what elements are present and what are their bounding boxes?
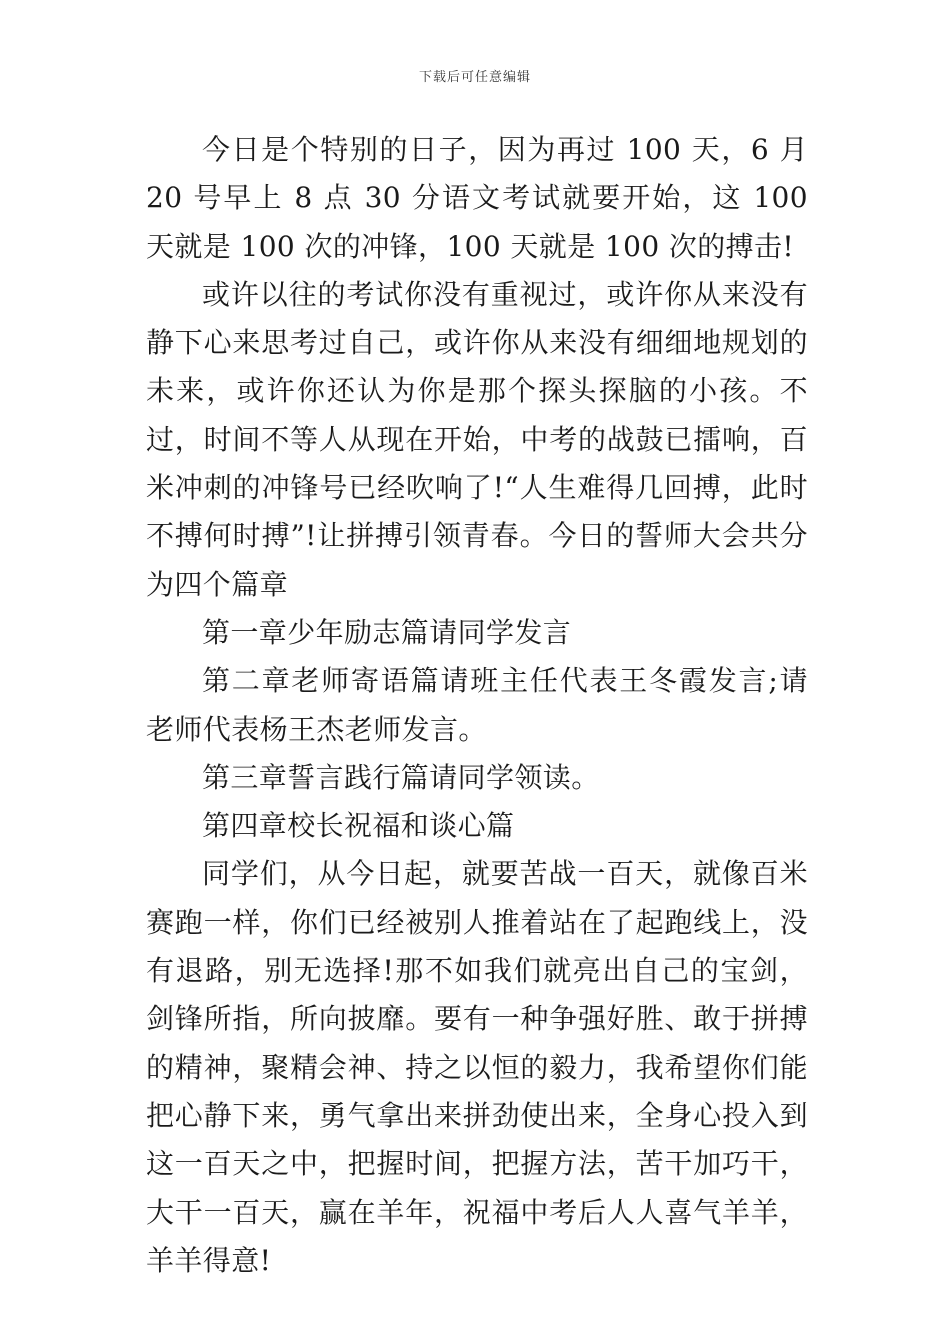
paragraph-intro: 今日是个特别的日子，因为再过 100 天，6 月 20 号早上 8 点 30 分语文考试就要开始，这 100 天就是 100 次的冲锋，100 天就是 100 次的搏击! bbox=[146, 133, 808, 263]
page-header: 下载后可任意编辑 bbox=[418, 70, 531, 85]
document-body bbox=[146, 126, 808, 1285]
chapter-three: 第三章誓言践行篇请同学领读。 bbox=[202, 760, 600, 794]
chapter-four: 第四章校长祝福和谈心篇 bbox=[202, 809, 515, 843]
paragraph-motivation: 或许以往的考试你没有重视过，或许你从来没有静下心来思考过自己，或许你从来没有细细地规划的未来，或许你还认为你是那个探头探脑的小孩。不过，时间不等人从现在开始，中考的战鼓已擂响，百米冲刺的冲锋号已经吹响了!“人生难得几回搏，此时不搏何时搏”!让拼搏引领青春。今日的誓师大会共分为四个篇章 bbox=[146, 277, 808, 601]
chapter-one: 第一章少年励志篇请同学发言 bbox=[202, 615, 572, 649]
paragraph-closing: 同学们，从今日起，就要苦战一百天，就像百米赛跑一样，你们已经被别人推着站在了起跑线上，没有退路，别无选择!那不如我们就亮出自己的宝剑，剑锋所指，所向披靡。要有一种争强好胜、敢于拼搏的精神，聚精会神、持之以恒的毅力，我希望你们能把心静下来，勇气拿出来拼劲使出来，全身心投入到这一百天之中，把握时间，把握方法，苦干加巧干，大干一百天，赢在羊年，祝福中考后人人喜气羊羊，羊羊得意! bbox=[146, 857, 808, 1277]
chapter-two: 第二章老师寄语篇请班主任代表王冬霞发言;请老师代表杨王杰老师发言。 bbox=[146, 664, 808, 746]
